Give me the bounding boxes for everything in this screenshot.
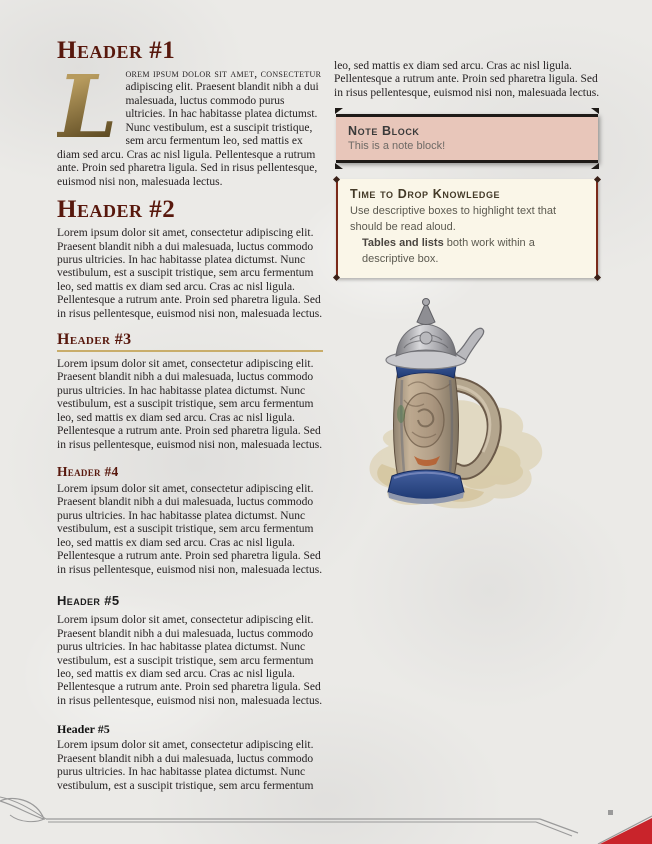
note-block — [336, 114, 598, 163]
descriptive-box-line1: Use descriptive boxes to highlight text that should be read aloud. — [350, 205, 557, 234]
footer-leaf-ornament — [0, 798, 44, 819]
note-block-body: This is a note block! — [348, 140, 446, 153]
paragraph-5: Lorem ipsum dolor sit amet, consectetur adipiscing elit. Praesent blandit nibh a dui malesuada, luctus commodo purus ultricies. In hac habitasse platea dictumst. Nunc vestibulum, est a suscipit tristique, sem arcu fermentum leo, sed mattis ex diam sed arcu. Cras ac nisl ligula. Pellentesque a rutrum ante. Proin sed pharetra ligula. Sed in risus pellentesque, euismod nisi non, malesuada lectus. — [57, 614, 323, 707]
footer-decoration — [0, 795, 652, 844]
header-5: Header #5 — [57, 593, 120, 609]
paragraph-4: Lorem ipsum dolor sit amet, consectetur adipiscing elit. Praesent blandit nibh a dui malesuada, luctus commodo purus ultricies. In hac habitasse platea dictumst. Nunc vestibulum, est a suscipit tristique, sem arcu fermentum leo, sed mattis ex diam sed arcu. Cras ac nisl ligula. Pellentesque a rutrum ante. Proin sed pharetra ligula. Sed in risus pellentesque, euismod nisi non, malesuada lectus. — [57, 483, 323, 576]
paragraph-2: Lorem ipsum dolor sit amet, consectetur adipiscing elit. Praesent blandit nibh a dui malesuada, luctus commodo purus ultricies. In hac habitasse platea dictumst. Nunc vestibulum, est a suscipit tristique, sem arcu fermentum leo, sed mattis ex diam sed arcu. Cras ac nisl ligula. Pellentesque a rutrum ante. Proin sed pharetra ligula. Sed in risus pellentesque, euismod nisi non, malesuada lectus. — [57, 227, 323, 320]
descriptive-box-line2 — [350, 236, 584, 268]
drop-cap: L — [57, 68, 125, 141]
left-column — [57, 38, 323, 801]
paragraph-1-rest: adipiscing elit. Praesent blandit nibh a dui malesuada, luctus commodo purus ultricies. In hac habitasse platea dictumst. Nunc vestibulum, est a suscipit tristique, sem arcu fermentum leo, sed mattis ex diam sed arcu. Cras ac nisl ligula. Pellentesque a rutrum ante. Proin sed pharetra ligula. Sed in risus pellentesque, euismod nisi non, malesuada lectus. — [57, 81, 319, 188]
lead-small-caps: orem ipsum dolor sit amet, consectetur — [125, 68, 322, 80]
beer-stein-illustration — [334, 296, 584, 514]
note-block-title: Note Block — [348, 124, 420, 139]
paragraph-6-truncated: Lorem ipsum dolor sit amet, consectetur adipiscing elit. Praesent blandit nibh a dui malesuada, luctus commodo purus ultricies. In hac habitasse platea dictumst. Nunc vestibulum, est a suscipit tristique, sem arcu fermentum — [57, 739, 314, 792]
footer-square-dot — [608, 810, 613, 815]
header-1: Header #1 — [57, 37, 176, 64]
paragraph-3: Lorem ipsum dolor sit amet, consectetur adipiscing elit. Praesent blandit nibh a dui malesuada, luctus commodo purus ultricies. In hac habitasse platea dictumst. Nunc vestibulum, est a suscipit tristique, sem arcu fermentum leo, sed mattis ex diam sed arcu. Cras ac nisl ligula. Pellentesque a rutrum ante. Proin sed pharetra ligula. Sed in risus pellentesque, euismod nisi non, malesuada lectus. — [57, 357, 323, 451]
descriptive-box-title: Time to Drop Knowledge — [350, 187, 501, 202]
right-column — [334, 60, 600, 519]
descriptive-box — [336, 179, 598, 278]
paragraph-1 — [57, 57, 323, 189]
header-3: Header #3 — [57, 331, 323, 352]
continuation-paragraph: leo, sed mattis ex diam sed arcu. Cras ac nisl ligula. Pellentesque a rutrum ante. Proin sed pharetra ligula. Sed in risus pellentesque, euismod nisi non, malesuada lectus. — [334, 60, 600, 99]
descriptive-box-line2-bold: Tables and lists — [362, 237, 444, 250]
stein-thumb-lever — [456, 328, 484, 360]
stein-base — [388, 470, 464, 500]
header-2: Header #2 — [57, 196, 176, 224]
header-4: Header #4 — [57, 464, 119, 480]
descriptive-box-line2-rest: both work within a descriptive box. — [362, 237, 535, 266]
header-5-minor: Header #5 — [57, 722, 110, 737]
corner-red-wedge — [600, 818, 652, 844]
